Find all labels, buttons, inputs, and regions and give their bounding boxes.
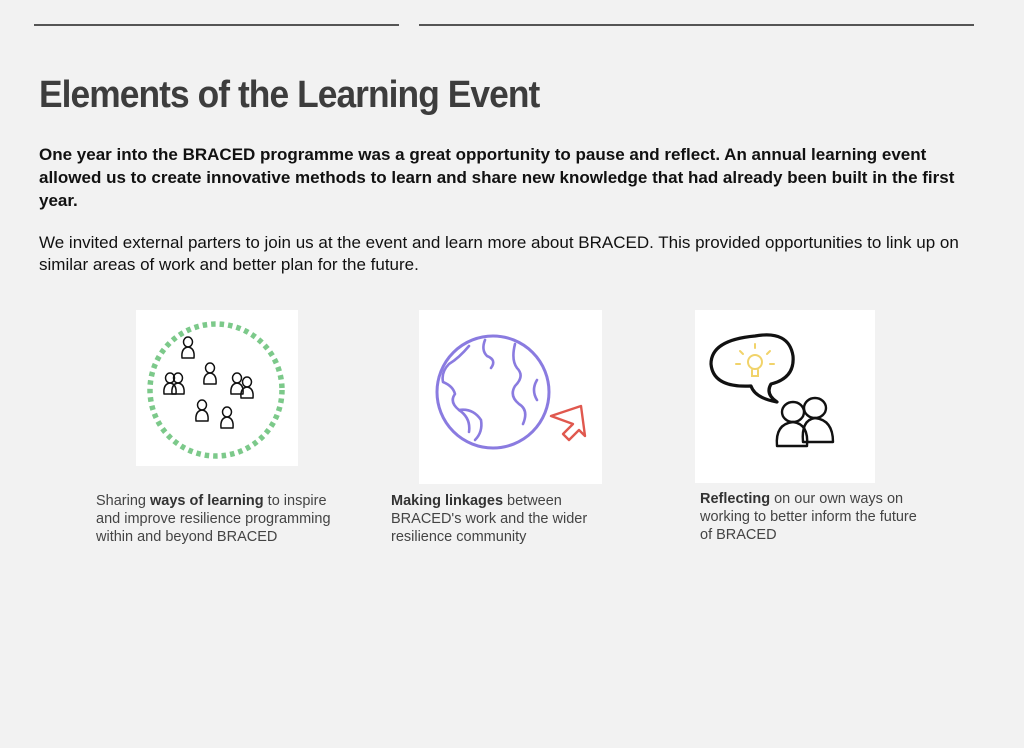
page-title: Elements of the Learning Event — [39, 74, 540, 116]
top-rule-right — [419, 24, 974, 26]
element-caption-reflecting: Reflecting on our own ways on working to better inform the future of BRACED — [700, 491, 917, 543]
element-caption-sharing: Sharing ways of learning to inspire and improve resilience programming within and beyond BRACED — [96, 493, 331, 545]
intro-body-paragraph: We invited external parters to join us at the event and learn more about BRACED. This provided opportunities to link up on similar areas of work and better plan for the future. — [39, 233, 959, 274]
top-rule-left — [34, 24, 399, 26]
element-caption-linkages: Making linkages between BRACED's work and the wider resilience community — [391, 493, 588, 545]
intro-lead-paragraph: One year into the BRACED programme was a great opportunity to pause and reflect. An annual learning event allowed us to create innovative methods to learn and share new knowledge that had already been built in the first year. — [39, 145, 955, 210]
community-circle-icon — [136, 310, 298, 466]
globe-cursor-icon — [419, 310, 602, 484]
speech-bubble-lightbulb-icon — [695, 310, 875, 483]
